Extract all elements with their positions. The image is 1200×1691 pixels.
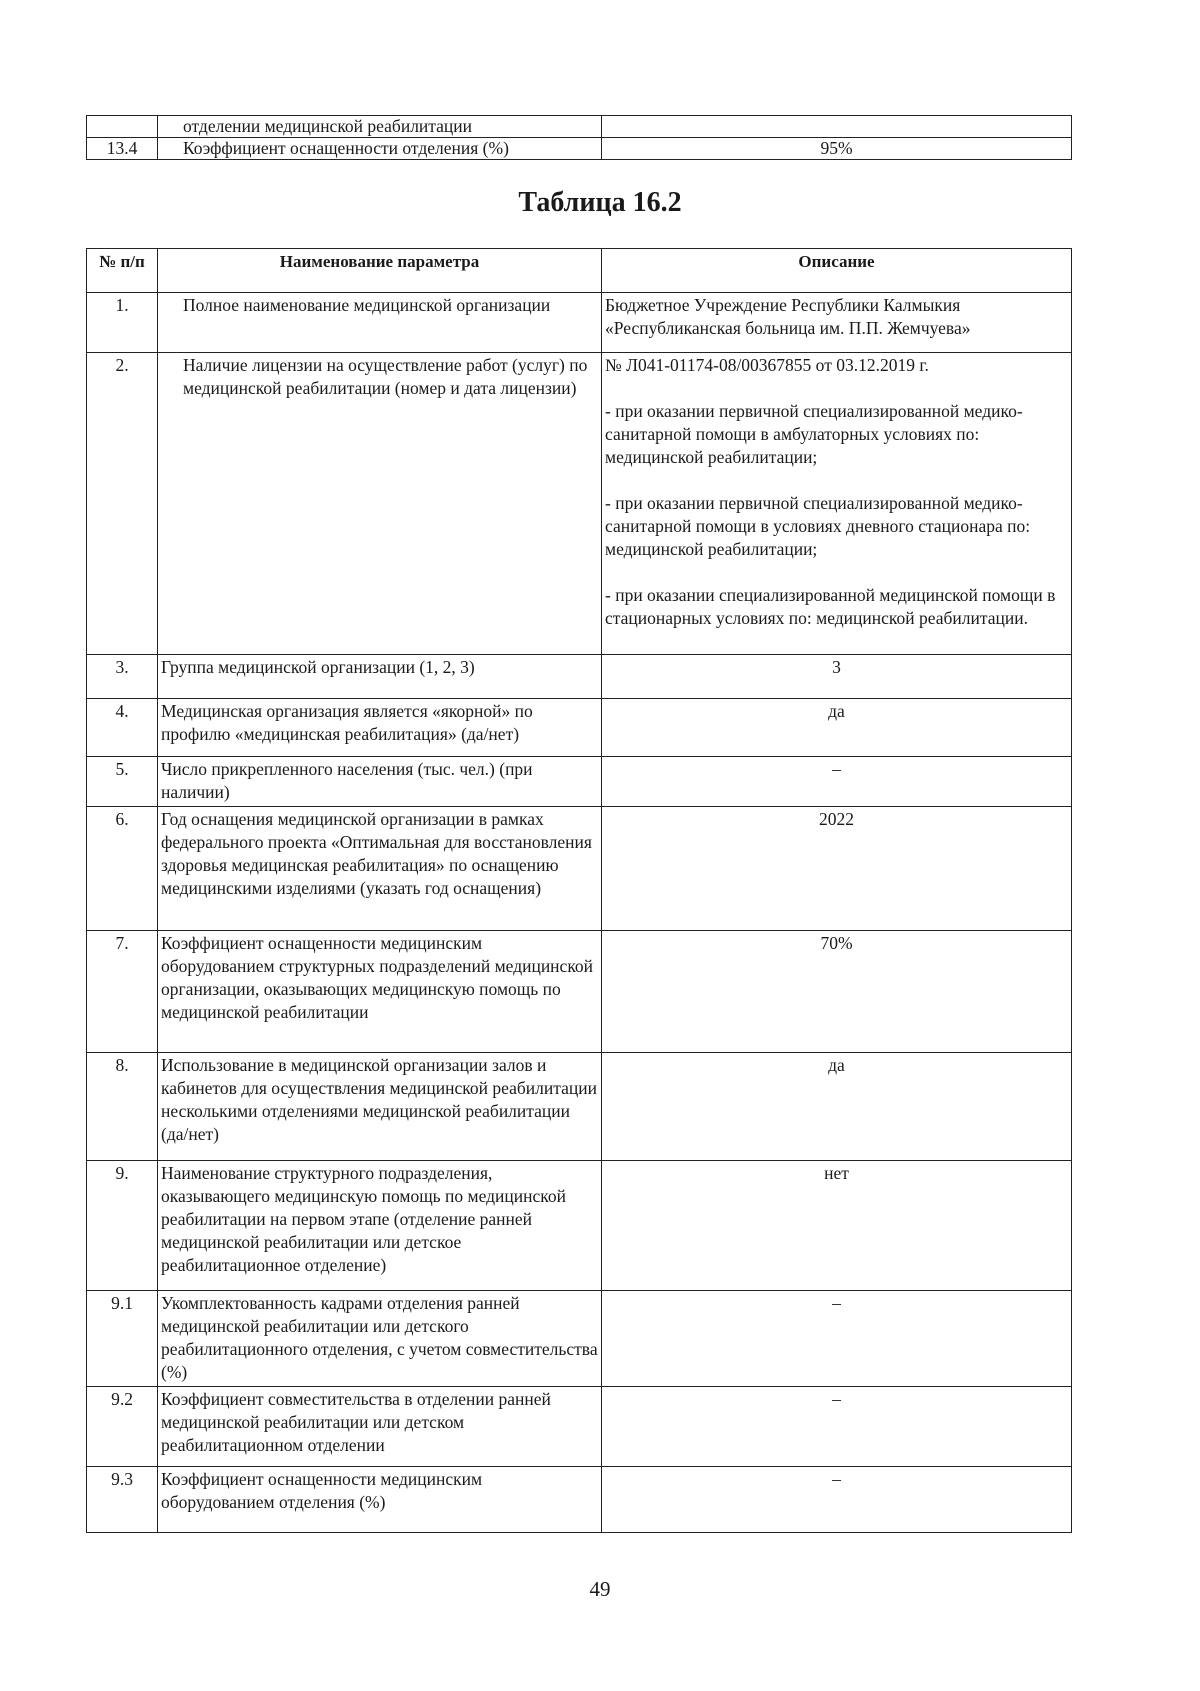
- parameter-name: Коэффициент оснащенности медицинским оборудованием структурных подразделений медицинской организации, оказывающих медицинскую помощь по медицинской реабилитации: [158, 931, 602, 1053]
- parameter-name: Группа медицинской организации (1, 2, 3): [158, 655, 602, 699]
- parameter-name: Число прикрепленного населения (тыс. чел.) (при наличии): [158, 757, 602, 807]
- table-row: [87, 1161, 1072, 1291]
- parameter-name: Год оснащения медицинской организации в рамках федерального проекта «Оптимальная для восстановления здоровья медицинская реабилитация» по оснащению медицинскими изделиями (указать год оснащения): [158, 807, 602, 931]
- parameter-value: 3: [602, 655, 1072, 699]
- parameter-name: Наименование структурного подразделения, оказывающего медицинскую помощь по медицинской реабилитации на первом этапе (отделение ранней медицинской реабилитации или детское реабилитационное отделение): [158, 1161, 602, 1291]
- row-number: 13.4: [87, 138, 158, 160]
- table-row: [87, 1467, 1072, 1533]
- continuation-table: [86, 115, 1072, 160]
- table-row: [87, 353, 1072, 655]
- table-row: [87, 1053, 1072, 1161]
- parameter-value: да: [602, 1053, 1072, 1161]
- parameter-name: Наличие лицензии на осуществление работ (услуг) по медицинской реабилитации (номер и дата лицензии): [158, 353, 602, 655]
- parameter-value: –: [602, 1387, 1072, 1467]
- row-number: 9.1: [87, 1291, 158, 1387]
- row-number: 2.: [87, 353, 158, 655]
- license-scope-item: - при оказании специализированной медицинской помощи в стационарных условиях по: медицинской реабилитации.: [605, 585, 1056, 628]
- parameter-value: –: [602, 1467, 1072, 1533]
- table-row: [87, 931, 1072, 1053]
- parameter-value: 70%: [602, 931, 1072, 1053]
- row-number: 1.: [87, 293, 158, 353]
- header-row: [87, 249, 1072, 293]
- row-number: 9.3: [87, 1467, 158, 1533]
- license-number: № Л041-01174-08/00367855 от 03.12.2019 г.: [605, 355, 929, 375]
- table-row: [87, 757, 1072, 807]
- parameter-name: Использование в медицинской организации залов и кабинетов для осуществления медицинской реабилитации несколькими отделениями медицинской реабилитации (да/нет): [158, 1053, 602, 1161]
- parameter-value: нет: [602, 1161, 1072, 1291]
- parameter-name: Медицинская организация является «якорной» по профилю «медицинская реабилитация» (да/нет): [158, 699, 602, 757]
- table-title: Таблица 16.2: [518, 187, 682, 218]
- parameter-name: Укомплектованность кадрами отделения ранней медицинской реабилитации или детского реабилитационного отделения, с учетом совместительства (%): [158, 1291, 602, 1387]
- table-row: [87, 116, 1072, 138]
- row-number: 5.: [87, 757, 158, 807]
- parameter-value: [602, 116, 1072, 138]
- row-number: 9.: [87, 1161, 158, 1291]
- parameter-value: да: [602, 699, 1072, 757]
- row-number: 9.2: [87, 1387, 158, 1467]
- header-parameter: Наименование параметра: [158, 249, 602, 293]
- parameter-name: Коэффициент совместительства в отделении ранней медицинской реабилитации или детском реабилитационном отделении: [158, 1387, 602, 1467]
- table-row: [87, 1387, 1072, 1467]
- parameter-name: Коэффициент оснащенности медицинским оборудованием отделения (%): [158, 1467, 602, 1533]
- row-number: 6.: [87, 807, 158, 931]
- row-number: [87, 116, 158, 138]
- parameter-value: –: [602, 1291, 1072, 1387]
- parameter-name: Полное наименование медицинской организации: [158, 293, 602, 353]
- table-row: [87, 807, 1072, 931]
- page-number: 49: [589, 1577, 611, 1601]
- license-scope-item: - при оказании первичной специализированной медико-санитарной помощи в условиях дневного стационара по: медицинской реабилитации;: [605, 493, 1031, 559]
- parameter-value: 95%: [602, 138, 1072, 160]
- row-number: 7.: [87, 931, 158, 1053]
- parameter-value: Бюджетное Учреждение Республики Калмыкия «Республиканская больница им. П.П. Жемчуева»: [602, 293, 1072, 353]
- header-description: Описание: [602, 249, 1072, 293]
- row-number: 4.: [87, 699, 158, 757]
- parameter-value: –: [602, 757, 1072, 807]
- parameter-name: отделении медицинской реабилитации: [158, 116, 602, 138]
- row-number: 3.: [87, 655, 158, 699]
- table-row: [87, 699, 1072, 757]
- table-row: [87, 138, 1072, 160]
- table-row: [87, 655, 1072, 699]
- table-row: [87, 293, 1072, 353]
- parameters-table: [86, 248, 1072, 1533]
- row-number: 8.: [87, 1053, 158, 1161]
- header-number: № п/п: [87, 249, 158, 293]
- parameter-name: Коэффициент оснащенности отделения (%): [158, 138, 602, 160]
- table-row: [87, 1291, 1072, 1387]
- license-scope-item: - при оказании первичной специализированной медико-санитарной помощи в амбулаторных условиях по: медицинской реабилитации;: [605, 401, 1023, 467]
- license-description: [602, 353, 1072, 655]
- parameter-value: 2022: [602, 807, 1072, 931]
